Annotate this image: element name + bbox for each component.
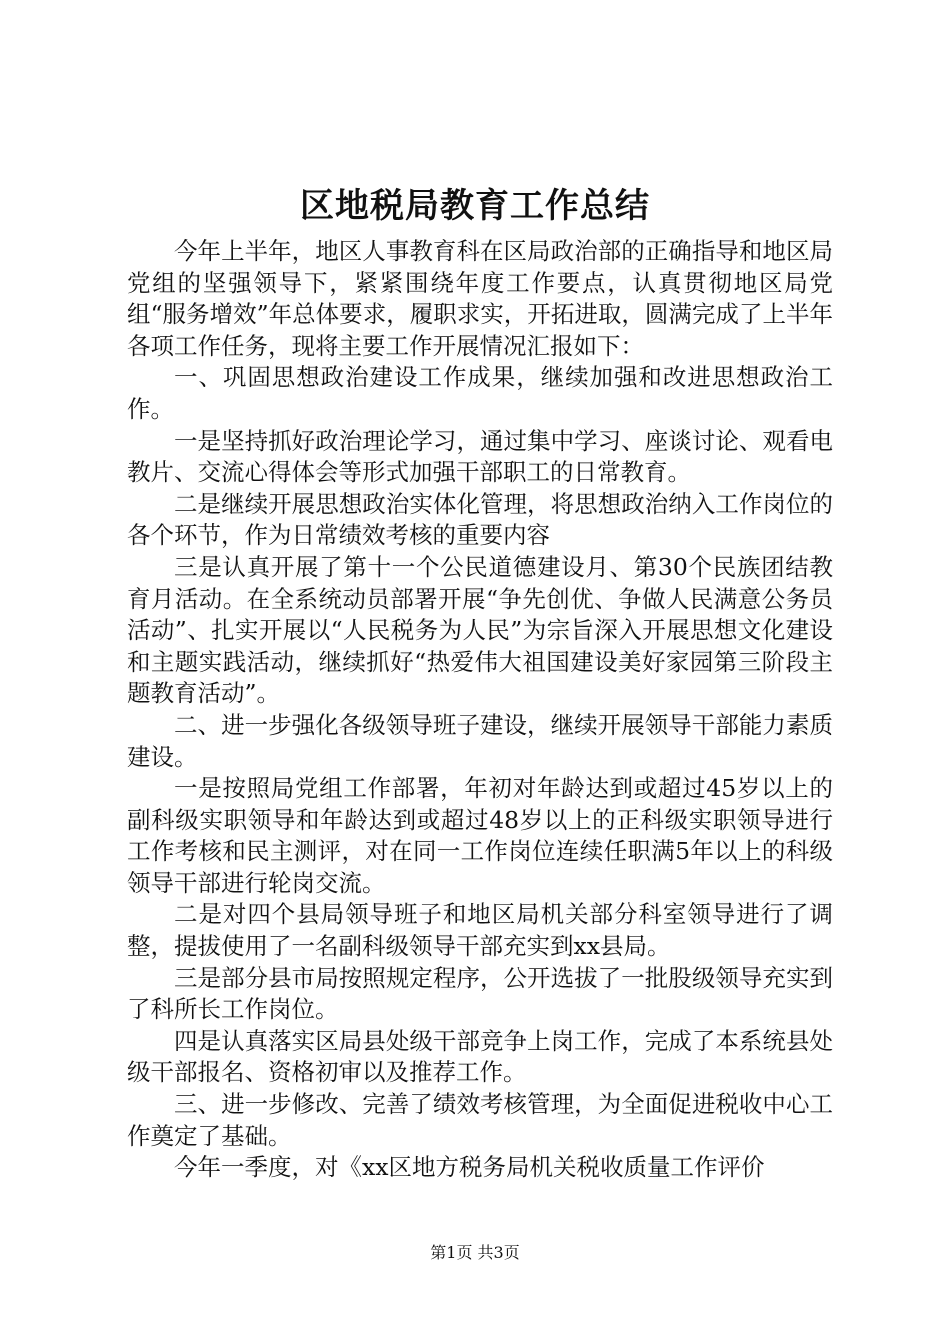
page-number-footer: 第1页 共3页 bbox=[430, 1243, 520, 1262]
paragraph: 三是认真开展了第十一个公民道德建设月、第30个民族团结教育月活动。在全系统动员部署开展“争先创优、争做人民满意公务员活动”、扎实开展以“人民税务为人民”为宗旨深入开展思想文化建设和主题实践活动，继续抓好“热爱伟大祖国建设美好家园第三阶段主题教育活动”。 bbox=[127, 552, 833, 708]
document-body bbox=[127, 236, 833, 1184]
paragraph: 今年一季度，对《xx区地方税务局机关税收质量工作评价 bbox=[174, 1153, 765, 1182]
paragraph: 四是认真落实区局县处级干部竞争上岗工作，完成了本系统县处级干部报名、资格初审以及推荐工作。 bbox=[127, 1026, 833, 1087]
document-title: 区地税局教育工作总结 bbox=[300, 186, 650, 226]
paragraph: 三是部分县市局按照规定程序，公开选拔了一批股级领导充实到了科所长工作岗位。 bbox=[127, 963, 833, 1024]
paragraph-section-1-heading: 一、巩固思想政治建设工作成果，继续加强和改进思想政治工作。 bbox=[127, 363, 833, 423]
paragraph-section-3-heading: 三、进一步修改、完善了绩效考核管理，为全面促进税收中心工作奠定了基础。 bbox=[127, 1090, 833, 1150]
paragraph: 一是按照局党组工作部署，年初对年龄达到或超过45岁以上的副科级实职领导和年龄达到或超过48岁以上的正科级实职领导进行工作考核和民主测评，对在同一工作岗位连续任职满5年以上的科级领导干部进行轮岗交流。 bbox=[127, 774, 833, 897]
paragraph: 二是对四个县局领导班子和地区局机关部分科室领导进行了调整，提拔使用了一名副科级领导干部充实到xx县局。 bbox=[127, 900, 833, 961]
paragraph: 一是坚持抓好政治理论学习，通过集中学习、座谈讨论、观看电教片、交流心得体会等形式加强干部职工的日常教育。 bbox=[127, 426, 833, 487]
paragraph-section-2-heading: 二、进一步强化各级领导班子建设，继续开展领导干部能力素质建设。 bbox=[127, 710, 833, 771]
paragraph: 二是继续开展思想政治实体化管理，将思想政治纳入工作岗位的各个环节，作为日常绩效考核的重要内容 bbox=[127, 489, 833, 550]
paragraph-intro: 今年上半年，地区人事教育科在区局政治部的正确指导和地区局党组的坚强领导下，紧紧围绕年度工作要点，认真贯彻地区局党组“服务增效”年总体要求，履职求实，开拓进取，圆满完成了上半年各项工作任务，现将主要工作开展情况汇报如下： bbox=[127, 237, 833, 360]
